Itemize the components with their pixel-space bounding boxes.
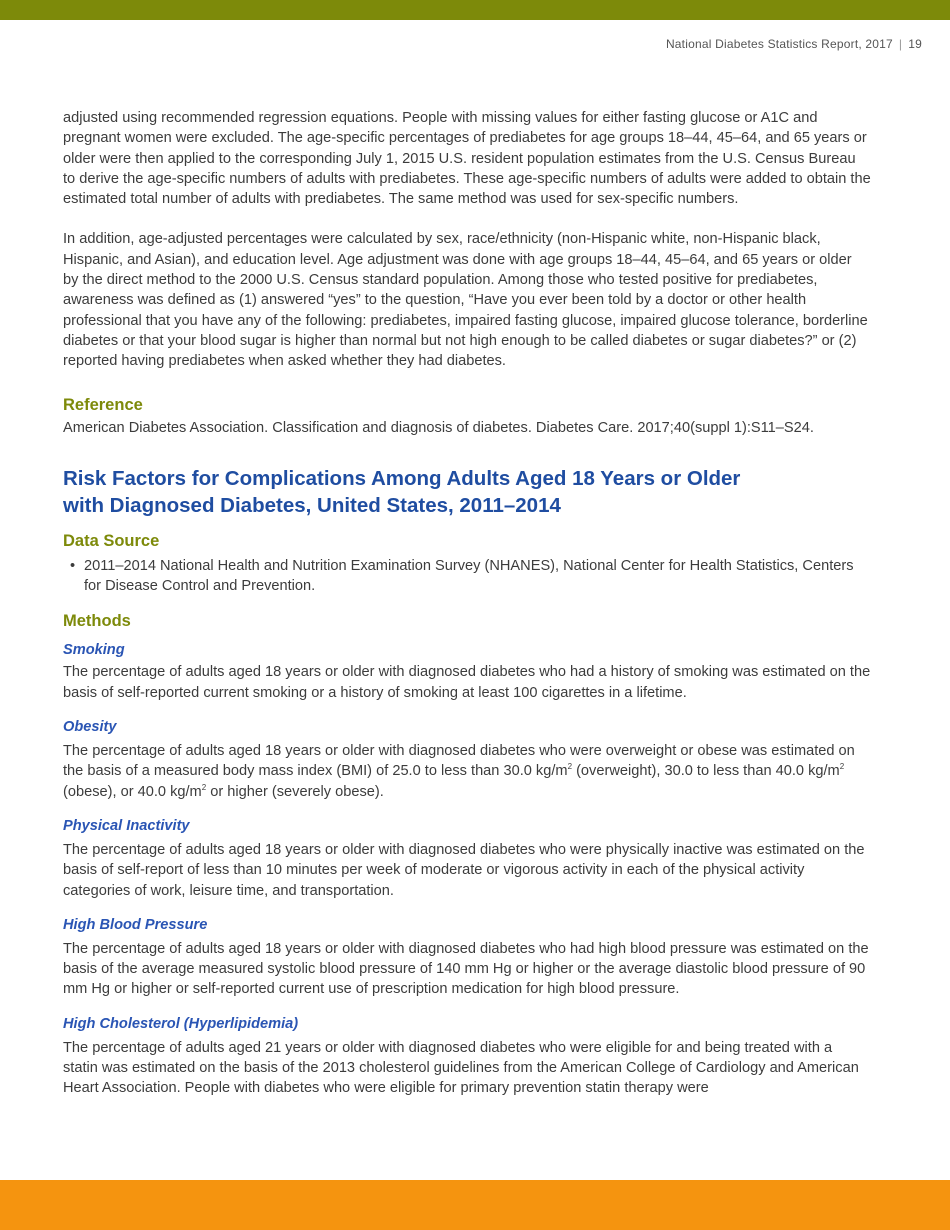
data-source-text: 2011–2014 National Health and Nutrition Examination Survey (NHANES), National Center for Health Statistics, Centers for Disease Control and Prevention. xyxy=(84,557,854,595)
header-separator: | xyxy=(898,37,903,51)
section-title-line-2: with Diagnosed Diabetes, United States, 2011–2014 xyxy=(63,493,561,517)
body-paragraph-2: In addition, age-adjusted percentages were calculated by sex, race/ethnicity (non-Hispanic white, non-Hispanic black, Hispanic, and Asian), and education level. Age adjustment was done with age groups 18–44, 45–64, and 65 years or older by the direct method to the 2000 U.S. Census standard population. Among those who tested positive for prediabetes, awareness was defined as (1) answered “yes” to the question, “Have you ever been told by a doctor or other health professional that you have any of the following: prediabetes, impaired fasting glucose, impaired glucose tolerance, borderline diabetes or that your blood sugar is higher than normal but not high enough to be called diabetes or sugar diabetes?” or (2) reported having prediabetes when asked whether they had diabetes. xyxy=(63,231,868,370)
running-header xyxy=(666,37,922,51)
superscript: 2 xyxy=(201,782,207,792)
body-paragraph-1: adjusted using recommended regression equations. People with missing values for either fasting glucose or A1C and pregnant women were excluded. The age-specific percentages of prediabetes for age groups 18–44, 45–64, and 65 years or older were then applied to the corresponding July 1, 2015 U.S. resident population estimates from the U.S. Census Bureau to derive the age-specific numbers of adults with prediabetes. These age-specific numbers of adults were added to obtain the estimated total number of adults with prediabetes. The same method was used for sex-specific numbers. xyxy=(63,110,871,208)
superscript: 2 xyxy=(839,762,845,772)
bullet-icon: • xyxy=(70,557,76,574)
methods-heading: Methods xyxy=(63,612,131,631)
obesity-text-part: (overweight), 30.0 to less than 40.0 kg/m xyxy=(572,763,840,780)
physical-inactivity-text: The percentage of adults aged 18 years or older with diagnosed diabetes who were physically inactive was estimated on the basis of self-report of less than 10 minutes per week of moderate or vigorous activity in each of the physical activity categories of work, leisure time, and transportation. xyxy=(63,841,865,899)
obesity-text-part: The percentage of adults aged 18 years or older with diagnosed diabetes who were overweight or obese was estimated on the basis of a measured body mass index (BMI) of 25.0 to less than 30.0 kg/m xyxy=(63,743,855,780)
reference-heading: Reference xyxy=(63,395,143,414)
page-number: 19 xyxy=(908,37,922,51)
data-source-list xyxy=(63,556,871,597)
obesity-text xyxy=(63,741,871,802)
obesity-heading: Obesity xyxy=(63,719,117,736)
list-item xyxy=(63,556,871,597)
reference-text: American Diabetes Association. Classification and diagnosis of diabetes. Diabetes Care. 2017;40(suppl 1):S11–S24. xyxy=(63,419,814,436)
obesity-text-part: (obese), or 40.0 kg/m xyxy=(63,783,202,800)
smoking-heading: Smoking xyxy=(63,642,125,659)
high-cholesterol-heading: High Cholesterol (Hyperlipidemia) xyxy=(63,1015,299,1032)
smoking-text: The percentage of adults aged 18 years or older with diagnosed diabetes who had a history of smoking was estimated on the basis of self-reported current smoking or a history of smoking at least 100 cigarettes in a lifetime. xyxy=(63,664,871,701)
physical-inactivity-heading: Physical Inactivity xyxy=(63,817,190,834)
high-blood-pressure-text: The percentage of adults aged 18 years or older with diagnosed diabetes who had high blood pressure was estimated on the basis of the average measured systolic blood pressure of 140 mm Hg or higher or the average diastolic blood pressure of 90 mm Hg or higher or self-reported current use of prescription medication for high blood pressure. xyxy=(63,940,869,998)
obesity-text-part: or higher (severely obese). xyxy=(206,783,384,800)
superscript: 2 xyxy=(567,762,573,772)
data-source-heading: Data Source xyxy=(63,531,160,550)
page-content xyxy=(63,108,871,1099)
high-cholesterol-text: The percentage of adults aged 21 years or older with diagnosed diabetes who were eligible for and being treated with a statin was estimated on the basis of the 2013 cholesterol guidelines from the American College of Cardiology and American Heart Association. People with diabetes who were eligible for primary prevention statin therapy were xyxy=(63,1039,859,1097)
bottom-color-bar xyxy=(0,1180,950,1230)
report-title: National Diabetes Statistics Report, 2017 xyxy=(665,37,893,51)
top-color-bar xyxy=(0,0,950,20)
high-blood-pressure-heading: High Blood Pressure xyxy=(63,916,208,933)
section-title xyxy=(63,465,871,519)
section-title-line-1: Risk Factors for Complications Among Adults Aged 18 Years or Older xyxy=(63,466,741,490)
